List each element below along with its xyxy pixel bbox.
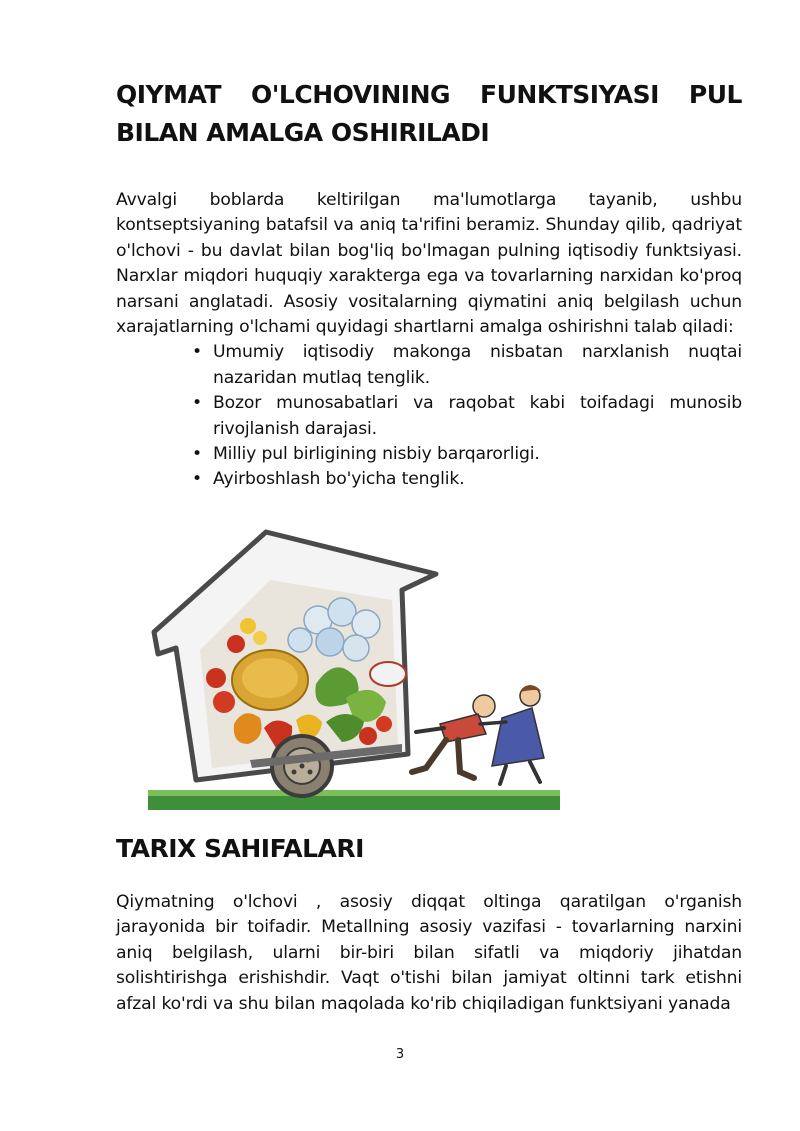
section-title: TARIX SAHIFALARI: [116, 834, 364, 863]
page-number: 3: [395, 1047, 405, 1062]
ground-highlight: [148, 790, 560, 796]
egg-icon: [288, 628, 312, 652]
man-figure: [412, 695, 495, 778]
woman-dress: [492, 708, 544, 766]
conditions-list: [116, 340, 742, 492]
document-title-line-2: BILAN AMALGA OSHIRILADI: [116, 118, 490, 147]
intro-paragraph: Avvalgi boblarda keltirilgan ma'lumotlarga tayanib, ushbu kontseptsiyaning batafsil va aniq ta'rifini beramiz. Shunday qilib, qadriyat o'lchovi - bu davlat bilan bog'liq bo'lmagan pulning iqtisodiy funktsiyasi. Narxlar miqdori huquqiy xarakterga ega va tovarlarning narxidan ko'proq narsani anglatadi. Asosiy vositalarning qiymatini aniq belgilash uchun xarajatlarning o'lchami quyidagi shartlarni amalga oshirishni talab qiladi:: [116, 190, 742, 338]
tomato-icon: [376, 716, 392, 732]
tomato-icon: [206, 668, 226, 688]
woman-legs: [500, 762, 540, 784]
egg-icon: [352, 610, 380, 638]
man-legs: [412, 740, 474, 778]
document-page: [116, 76, 742, 493]
woman-arm: [480, 722, 506, 724]
list-item: • Ayirboshlash bo'yicha tenglik.: [192, 467, 742, 492]
list-item: • Bozor munosabatlari va raqobat kabi toifadagi munosib rivojlanish darajasi.: [192, 391, 742, 442]
lemon-icon: [240, 618, 256, 634]
grain-texture: [242, 658, 298, 698]
man-arm: [416, 728, 444, 732]
list-item: • Milliy pul birligining nisbiy barqarorligi.: [192, 442, 742, 467]
document-title: [116, 76, 742, 152]
house-cart-illustration: [140, 528, 570, 812]
tomato-icon: [227, 635, 245, 653]
list-item: • Umumiy iqtisodiy makonga nisbatan narxlanish nuqtai nazaridan mutlaq tenglik.: [192, 340, 742, 391]
tomato-icon: [359, 727, 377, 745]
lemon-icon: [253, 631, 267, 645]
egg-icon: [316, 628, 344, 656]
egg-icon: [343, 635, 369, 661]
history-paragraph: Qiymatning o'lchovi , asosiy diqqat oltinga qaratilgan o'rganish jarayonida bir toifadir. Metallning asosiy vazifasi - tovarlarning narxini aniq belgilash, ularni bir-biri bilan sifatli va miqdoriy jihatdan solishtirishga erishishdir. Vaqt o'tishi bilan jamiyat oltinni tark etishni afzal ko'rdi va shu bilan maqolada ko'rib chiqiladigan funktsiyani yanada: [116, 892, 742, 1014]
document-title-line-1: QIYMAT O'LCHOVINING FUNKTSIYASI PUL: [116, 80, 742, 109]
tomato-icon: [213, 691, 235, 713]
bowl-icon: [370, 662, 406, 686]
